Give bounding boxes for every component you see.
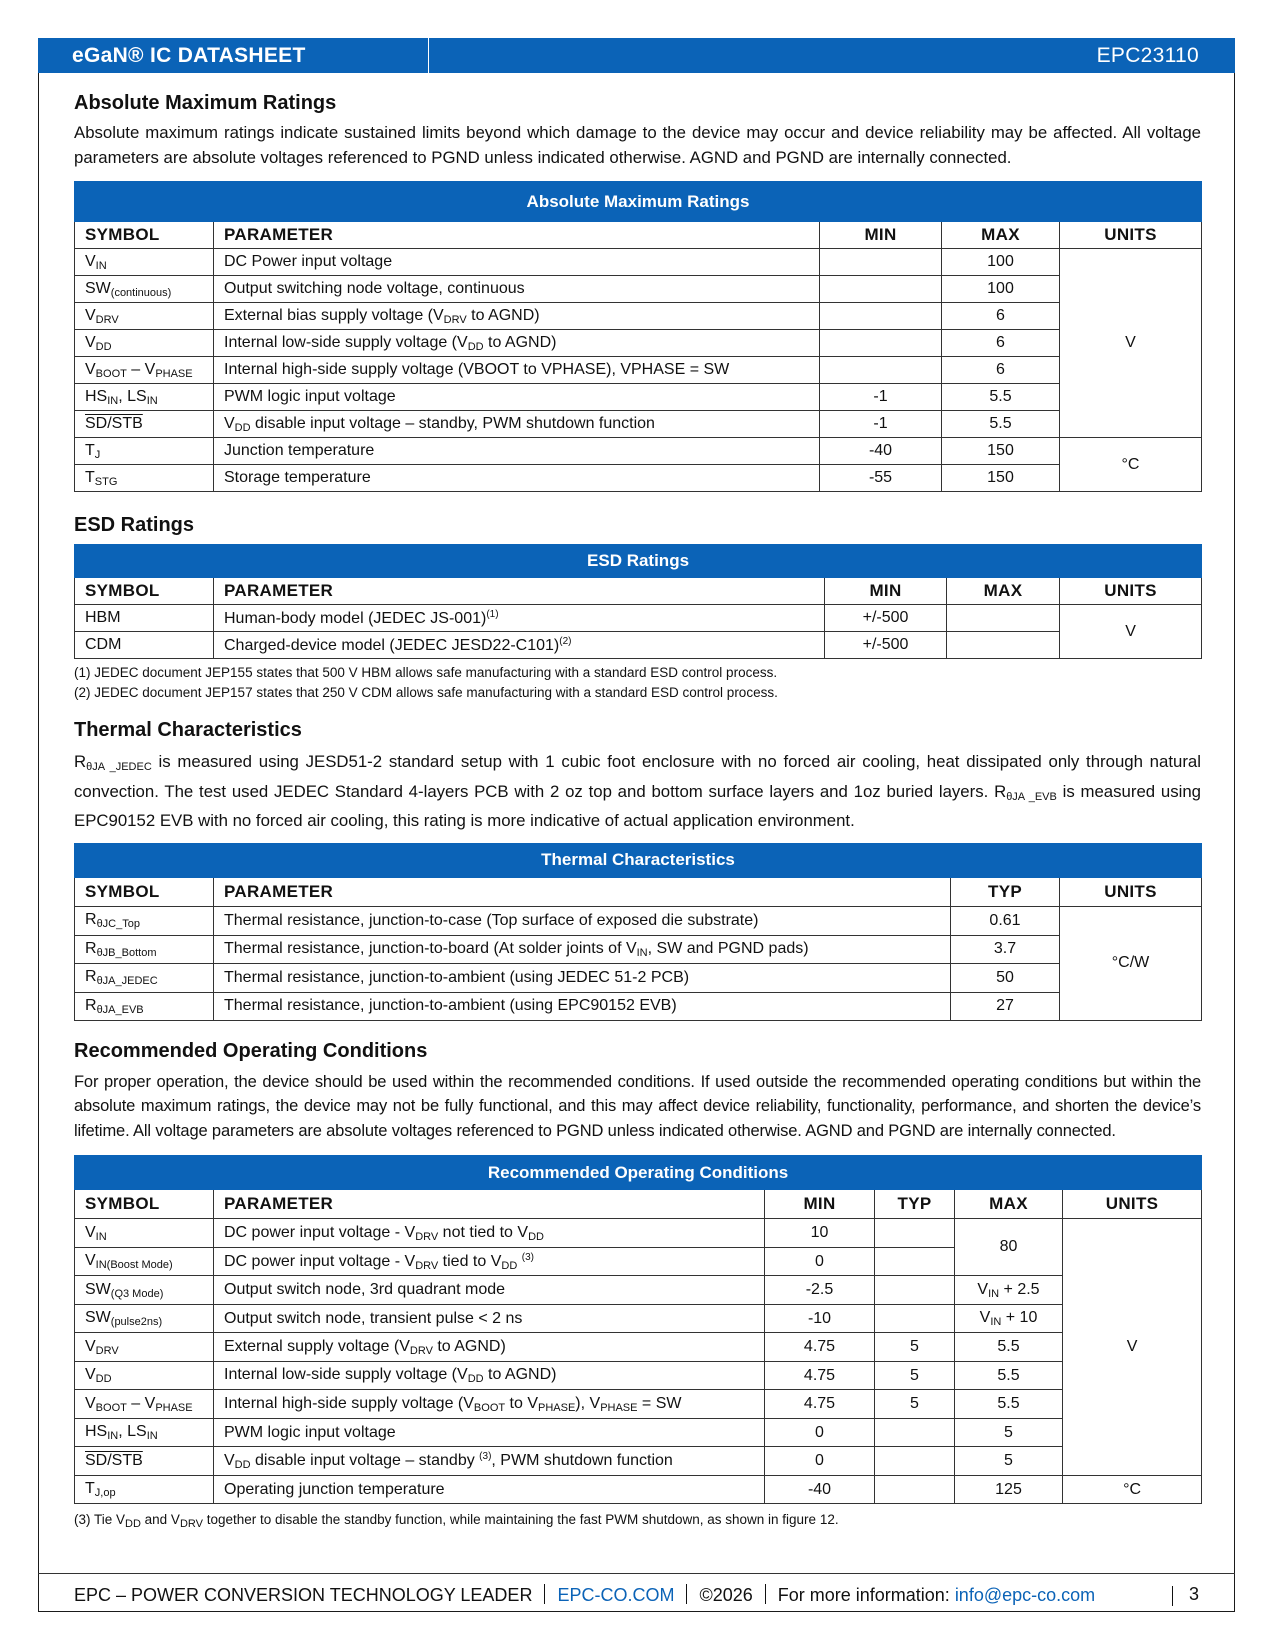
parameter-cell: Human-body model (JEDEC JS-001)$^{(1)}$: [214, 605, 825, 632]
col-max: MAX: [947, 578, 1060, 605]
max-cell: 5.5: [942, 384, 1060, 411]
col-symbol: SYMBOL: [75, 1190, 214, 1219]
esd-table: [74, 544, 1202, 659]
col-parameter: PARAMETER: [214, 877, 951, 906]
symbol-cell: $R_{\theta JC\_Top}$: [75, 906, 214, 935]
parameter-cell: Charged-device model (JEDEC JESD22-C101)$^{(2)}$: [214, 632, 825, 659]
typ-cell: [875, 1476, 955, 1504]
page-number: 3: [1188, 1584, 1199, 1604]
symbol-cell: $R_{\theta JB\_Bottom}$: [75, 935, 214, 963]
table-row: [75, 1305, 1202, 1333]
col-max: MAX: [942, 222, 1060, 249]
min-cell: -40: [820, 438, 942, 465]
parameter-cell: Internal low-side supply voltage ($V_{DD}$ to AGND): [214, 330, 820, 357]
col-units: UNITS: [1060, 877, 1202, 906]
parameter-cell: $V_{DD}$ disable input voltage – standby, PWM shutdown function: [214, 411, 820, 438]
roc-heading: Recommended Operating Conditions: [74, 1039, 428, 1062]
col-min: MIN: [765, 1190, 875, 1219]
abs-max-intro: Absolute maximum ratings indicate sustained limits beyond which damage to the device may occur and device reliability may be affected. All voltage parameters are absolute voltages referenced to PGND unless indicated otherwise. AGND and PGND are internally connected.: [74, 123, 1201, 167]
symbol-cell: $V_{BOOT} - V_{PHASE}$: [75, 357, 214, 384]
col-units: UNITS: [1063, 1190, 1202, 1219]
parameter-cell: DC Power input voltage: [214, 249, 820, 276]
page-footer: [38, 1580, 1235, 1612]
thermal-intro: $R_{\theta JA \_JEDEC}$ is measured using JESD51-2 standard setup with 1 cubic foot enclosure with no forced air cooling, heat dissipated only through natural convection. The test used JEDEC Standard 4-layers PCB with 2 oz top and bottom surface layers and 1oz buried layers. $R_{\theta JA \_EVB}$ is measured using EPC90152 EVB with no forced air cooling, this rating is more indicative of actual application environment.: [74, 752, 1201, 830]
table-row: [75, 249, 1202, 276]
table-header-row: [75, 1190, 1202, 1219]
symbol-cell: $V_{DRV}$: [75, 303, 214, 330]
parameter-cell: Output switching node voltage, continuous: [214, 276, 820, 303]
max-cell: 150: [942, 438, 1060, 465]
roc-note: (3) Tie $V_{DD}$ and $V_{DRV}$ together to disable the standby function, while maintaining the fast PWM shutdown, as shown in figure 12.: [74, 1512, 839, 1530]
symbol-cell: $SW_{(Q3 Mode)}$: [75, 1276, 214, 1305]
abs-max-table-title: Absolute Maximum Ratings: [75, 182, 1202, 222]
table-row: [75, 330, 1202, 357]
max-cell: 100: [942, 249, 1060, 276]
max-cell: $V_{IN} + 2.5$: [955, 1276, 1063, 1305]
table-row: [75, 1333, 1202, 1362]
symbol-cell: $HS_{IN}$, $LS_{IN}$: [75, 384, 214, 411]
thermal-table: [74, 843, 1202, 1021]
page-divider: [1172, 1586, 1173, 1606]
min-cell: 0: [765, 1419, 875, 1447]
symbol-cell: $V_{IN}$: [75, 249, 214, 276]
typ-cell: 5: [875, 1390, 955, 1419]
symbol-cell: $SW_{(pulse2ns)}$: [75, 1305, 214, 1333]
company-tagline: EPC – POWER CONVERSION TECHNOLOGY LEADER: [74, 1585, 533, 1605]
table-row: [75, 411, 1202, 438]
col-symbol: SYMBOL: [75, 222, 214, 249]
symbol-cell: $V_{IN(Boost Mode)}$: [75, 1248, 214, 1276]
col-symbol: SYMBOL: [75, 578, 214, 605]
max-cell: [947, 605, 1060, 632]
parameter-cell: Internal high-side supply voltage (VBOOT to VPHASE), VPHASE = SW: [214, 357, 820, 384]
table-row: [75, 963, 1202, 992]
roc-table: [74, 1155, 1202, 1504]
typ-cell: 3.7: [951, 935, 1060, 963]
col-parameter: PARAMETER: [214, 1190, 765, 1219]
col-units: UNITS: [1060, 222, 1202, 249]
col-typ: TYP: [951, 877, 1060, 906]
typ-cell: [875, 1305, 955, 1333]
part-number: EPC23110: [1096, 44, 1199, 67]
col-max: MAX: [955, 1190, 1063, 1219]
max-cell: 5.5: [955, 1390, 1063, 1419]
parameter-cell: Internal low-side supply voltage ($V_{DD}$ to AGND): [214, 1362, 765, 1390]
table-header-row: [75, 877, 1202, 906]
table-row: [75, 276, 1202, 303]
parameter-cell: Thermal resistance, junction-to-ambient (using EPC90152 EVB): [214, 992, 951, 1020]
roc-intro: For proper operation, the device should be used within the recommended conditions. If used outside the recommended operating conditions but within the absolute maximum ratings, the device may not be fully functional, and this may affect device reliability, functionality, performance, and shorten the device’s lifetime. All voltage parameters are absolute voltages referenced to PGND unless indicated otherwise. AGND and PGND are internally connected.: [74, 1072, 1201, 1140]
symbol-cell: $V_{DD}$: [75, 1362, 214, 1390]
typ-cell: 27: [951, 992, 1060, 1020]
email-link[interactable]: info@epc-co.com: [954, 1585, 1096, 1605]
parameter-cell: PWM logic input voltage: [214, 384, 820, 411]
min-cell: -40: [765, 1476, 875, 1504]
min-cell: [820, 357, 942, 384]
table-row: [75, 1390, 1202, 1419]
footer-text: [74, 1584, 1095, 1606]
parameter-cell: PWM logic input voltage: [214, 1419, 765, 1447]
typ-cell: 0.61: [951, 906, 1060, 935]
min-cell: [820, 249, 942, 276]
max-cell: [947, 632, 1060, 659]
parameter-cell: Storage temperature: [214, 465, 820, 492]
min-cell: 4.75: [765, 1362, 875, 1390]
min-cell: 4.75: [765, 1333, 875, 1362]
table-row: [75, 1476, 1202, 1504]
table-row: [75, 438, 1202, 465]
symbol-cell: $R_{\theta JA\_JEDEC}$: [75, 963, 214, 992]
symbol-cell: HBM: [75, 605, 214, 632]
max-cell: 6: [942, 330, 1060, 357]
col-parameter: PARAMETER: [214, 578, 825, 605]
symbol-cell: $V_{BOOT} - V_{PHASE}$: [75, 1390, 214, 1419]
col-symbol: SYMBOL: [75, 877, 214, 906]
table-row: [75, 303, 1202, 330]
min-cell: 0: [765, 1248, 875, 1276]
symbol-cell: $T_J$: [75, 438, 214, 465]
table-header-row: [75, 578, 1202, 605]
max-cell: 150: [942, 465, 1060, 492]
units-cell: V: [1060, 249, 1202, 438]
parameter-cell: $V_{DD}$ disable input voltage – standby $^{(3)}$, PWM shutdown function: [214, 1447, 765, 1476]
table-row: [75, 465, 1202, 492]
parameter-cell: Output switch node, transient pulse < 2 ns: [214, 1305, 765, 1333]
min-cell: -55: [820, 465, 942, 492]
header-bar: [38, 38, 1235, 73]
symbol-cell: $R_{\theta JA\_EVB}$: [75, 992, 214, 1020]
max-cell: 125: [955, 1476, 1063, 1504]
col-parameter: PARAMETER: [214, 222, 820, 249]
symbol-cell: $HS_{IN}$, $LS_{IN}$: [75, 1419, 214, 1447]
parameter-cell: DC power input voltage - $V_{DRV}$ tied to $V_{DD}$ $^{(3)}$: [214, 1248, 765, 1276]
abs-max-heading: Absolute Maximum Ratings: [74, 92, 337, 114]
units-cell: °C/W: [1060, 906, 1202, 1020]
min-cell: [820, 276, 942, 303]
esd-notes: [74, 663, 1201, 703]
symbol-cell: CDM: [75, 632, 214, 659]
parameter-cell: Thermal resistance, junction-to-case (Top surface of exposed die substrate): [214, 906, 951, 935]
typ-cell: 5: [875, 1333, 955, 1362]
col-units: UNITS: [1060, 578, 1202, 605]
symbol-cell: $V_{DD}$: [75, 330, 214, 357]
roc-table-title: Recommended Operating Conditions: [75, 1156, 1202, 1190]
table-row: [75, 384, 1202, 411]
symbol-cell: $V_{IN}$: [75, 1219, 214, 1248]
min-cell: 10: [765, 1219, 875, 1248]
min-cell: 4.75: [765, 1390, 875, 1419]
esd-heading: ESD Ratings: [74, 514, 195, 536]
parameter-cell: Thermal resistance, junction-to-ambient (using JEDEC 51-2 PCB): [214, 963, 951, 992]
max-cell: 5: [955, 1419, 1063, 1447]
copyright: ©2026: [699, 1585, 753, 1605]
table-row: [75, 1276, 1202, 1305]
typ-cell: [875, 1248, 955, 1276]
table-row: [75, 992, 1202, 1020]
max-cell: 5.5: [942, 411, 1060, 438]
min-cell: -1: [820, 411, 942, 438]
symbol-cell: $T_{STG}$: [75, 465, 214, 492]
esd-table-title: ESD Ratings: [75, 545, 1202, 578]
min-cell: -1: [820, 384, 942, 411]
typ-cell: [875, 1276, 955, 1305]
max-cell: 100: [942, 276, 1060, 303]
symbol-cell: $T_{J,op}$: [75, 1476, 214, 1504]
table-row: [75, 1219, 1202, 1248]
abs-max-table: [74, 181, 1202, 492]
max-cell: 6: [942, 357, 1060, 384]
min-cell: [820, 303, 942, 330]
parameter-cell: Thermal resistance, junction-to-board (At solder joints of $V_{IN}$, SW and PGND pads): [214, 935, 951, 963]
symbol-cell: SD/STB: [75, 411, 214, 438]
col-typ: TYP: [875, 1190, 955, 1219]
more-info-label: For more information:: [777, 1585, 955, 1605]
table-row: [75, 1447, 1202, 1476]
min-cell: -2.5: [765, 1276, 875, 1305]
table-row: [75, 1362, 1202, 1390]
main-content: [74, 92, 1201, 1534]
typ-cell: [875, 1447, 955, 1476]
units-cell: V: [1060, 605, 1202, 659]
parameter-cell: External supply voltage ($V_{DRV}$ to AGND): [214, 1333, 765, 1362]
typ-cell: [875, 1419, 955, 1447]
header-divider: [428, 38, 429, 73]
col-min: MIN: [825, 578, 947, 605]
symbol-cell: $SW_{(continuous)}$: [75, 276, 214, 303]
footnote: (1) JEDEC document JEP155 states that 500 V HBM allows safe manufacturing with a standard ESD control process.: [74, 665, 778, 680]
table-row: [75, 357, 1202, 384]
parameter-cell: Junction temperature: [214, 438, 820, 465]
footer-rule: [38, 1573, 1235, 1574]
table-row: [75, 935, 1202, 963]
table-row: [75, 906, 1202, 935]
thermal-heading: Thermal Characteristics: [74, 719, 302, 741]
min-cell: [820, 330, 942, 357]
parameter-cell: Output switch node, 3rd quadrant mode: [214, 1276, 765, 1305]
thermal-table-title: Thermal Characteristics: [75, 843, 1202, 877]
symbol-cell: SD/STB: [75, 1447, 214, 1476]
min-cell: +/-500: [825, 632, 947, 659]
min-cell: -10: [765, 1305, 875, 1333]
col-min: MIN: [820, 222, 942, 249]
table-row: [75, 1419, 1202, 1447]
max-cell: 80: [955, 1219, 1063, 1276]
units-cell: °C: [1060, 438, 1202, 492]
table-row: [75, 605, 1202, 632]
max-cell: 6: [942, 303, 1060, 330]
parameter-cell: DC power input voltage - $V_{DRV}$ not tied to $V_{DD}$: [214, 1219, 765, 1248]
min-cell: +/-500: [825, 605, 947, 632]
parameter-cell: External bias supply voltage ($V_{DRV}$ to AGND): [214, 303, 820, 330]
max-cell: 5.5: [955, 1362, 1063, 1390]
parameter-cell: Internal high-side supply voltage ($V_{BOOT}$ to $V_{PHASE}$), $V_{PHASE}$ = SW: [214, 1390, 765, 1419]
table-header-row: [75, 222, 1202, 249]
max-cell: $V_{IN} + 10$: [955, 1305, 1063, 1333]
typ-cell: 5: [875, 1362, 955, 1390]
footnote: (2) JEDEC document JEP157 states that 250 V CDM allows safe manufacturing with a standard ESD control process.: [74, 685, 778, 700]
typ-cell: [875, 1219, 955, 1248]
max-cell: 5.5: [955, 1333, 1063, 1362]
website-link[interactable]: EPC-CO.COM: [557, 1585, 675, 1605]
max-cell: 5: [955, 1447, 1063, 1476]
units-cell: V: [1063, 1219, 1202, 1476]
units-cell: °C: [1063, 1476, 1202, 1504]
symbol-cell: $V_{DRV}$: [75, 1333, 214, 1362]
datasheet-title: eGaN® IC DATASHEET: [72, 44, 306, 67]
parameter-cell: Operating junction temperature: [214, 1476, 765, 1504]
min-cell: 0: [765, 1447, 875, 1476]
typ-cell: 50: [951, 963, 1060, 992]
table-row: [75, 632, 1202, 659]
